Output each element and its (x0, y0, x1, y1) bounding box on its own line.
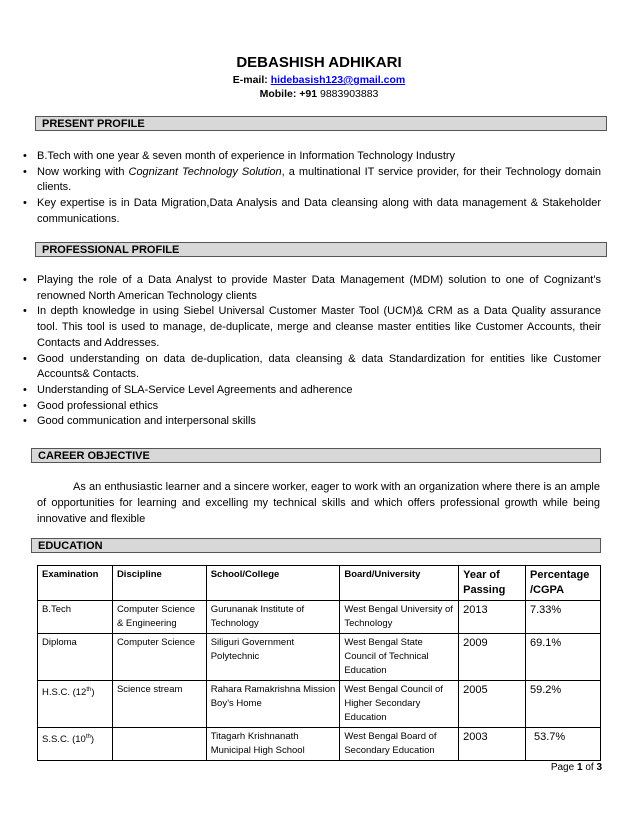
email-line (0, 74, 638, 86)
list-item: • Now working with Cognizant Technology Solution, a multinational IT service provider, for their Technology domain clients. (23, 165, 601, 196)
list-item: • Good understanding on data de-duplication, data cleansing & data Standardization for entities like Customer Accounts& Contacts. (23, 352, 601, 383)
column-header: Examination (38, 566, 113, 601)
cell-discipline: Computer Science & Engineering (112, 601, 206, 634)
list-item: • In depth knowledge in using Siebel Universal Customer Master Tool (UCM)& CRM as a Data Quality assurance tool. This tool is used to manage, de-duplicate, merge and cleanse master entities like Customer Accounts, their Contacts and Addresses. (23, 304, 601, 351)
cell-discipline: Science stream (112, 681, 206, 728)
cell-percentage: 59.2% (526, 681, 601, 728)
cell-examination: B.Tech (38, 601, 113, 634)
cell-year: 2013 (459, 601, 526, 634)
cell-school: Gurunanak Institute of Technology (206, 601, 340, 634)
list-item: • B.Tech with one year & seven month of experience in Information Technology Industry (23, 149, 601, 165)
candidate-name: DEBASHISH ADHIKARI (236, 54, 402, 71)
cell-school: Rahara Ramakrishna Mission Boy’s Home (206, 681, 340, 728)
cell-examination: S.S.C. (10th) (38, 728, 113, 761)
list-item: • Playing the role of a Data Analyst to provide Master Data Management (MDM) solution to one of Cognizant’s renowned North American Technology clients (23, 273, 601, 304)
cell-board: West Bengal University of Technology (340, 601, 459, 634)
present-profile-list (23, 149, 601, 228)
cell-examination: Diploma (38, 634, 113, 681)
cell-board: West Bengal Council of Higher Secondary Education (340, 681, 459, 728)
table-row (38, 681, 601, 728)
cell-percentage: 53.7% (526, 728, 601, 761)
page-number: Page 1 of 3 (550, 762, 602, 773)
cell-percentage: 69.1% (526, 634, 601, 681)
career-objective-text: As an enthusiastic learner and a sincere worker, eager to work with an organization where there is an ample of opportunities for learning and excelling my technical skills and which offers professional growth while being innovative and flexible (37, 481, 600, 525)
table-row (38, 601, 601, 634)
cell-year: 2003 (459, 728, 526, 761)
column-header: Percentage /CGPA (526, 566, 601, 601)
list-item: • Good communication and interpersonal skills (23, 414, 601, 430)
cell-school: Titagarh Krishnanath Municipal High School (206, 728, 340, 761)
professional-profile-list (23, 273, 601, 430)
cell-discipline: Computer Science (112, 634, 206, 681)
column-header: Year of Passing (459, 566, 526, 601)
cell-examination: H.S.C. (12th) (38, 681, 113, 728)
mobile-line (0, 88, 638, 100)
list-item: • Good professional ethics (23, 399, 601, 415)
education-table (37, 565, 601, 761)
table-row (38, 634, 601, 681)
email-link[interactable]: hidebasish123@gmail.com (270, 74, 406, 86)
column-header: Board/University (340, 566, 459, 601)
cell-year: 2009 (459, 634, 526, 681)
mobile-number: 9883903883 (320, 88, 379, 100)
table-header-row (38, 566, 601, 601)
cell-board: West Bengal Board of Secondary Education (340, 728, 459, 761)
cell-discipline (112, 728, 206, 761)
table-row (38, 728, 601, 761)
section-present-profile: PRESENT PROFILE (35, 116, 607, 131)
cell-school: Siliguri Government Polytechnic (206, 634, 340, 681)
section-professional-profile: PROFESSIONAL PROFILE (35, 242, 607, 257)
column-header: Discipline (112, 566, 206, 601)
section-career-objective: CAREER OBJECTIVE (31, 448, 601, 463)
cell-percentage: 7.33% (526, 601, 601, 634)
section-education: EDUCATION (31, 538, 601, 553)
cell-board: West Bengal State Council of Technical Education (340, 634, 459, 681)
email-label: E-mail: (232, 74, 268, 86)
list-item: • Understanding of SLA-Service Level Agreements and adherence (23, 383, 601, 399)
list-item: • Key expertise is in Data Migration,Data Analysis and Data cleansing along with data management & Stakeholder communications. (23, 196, 601, 227)
column-header: School/College (206, 566, 340, 601)
mobile-label: Mobile: +91 (259, 88, 318, 100)
cell-year: 2005 (459, 681, 526, 728)
